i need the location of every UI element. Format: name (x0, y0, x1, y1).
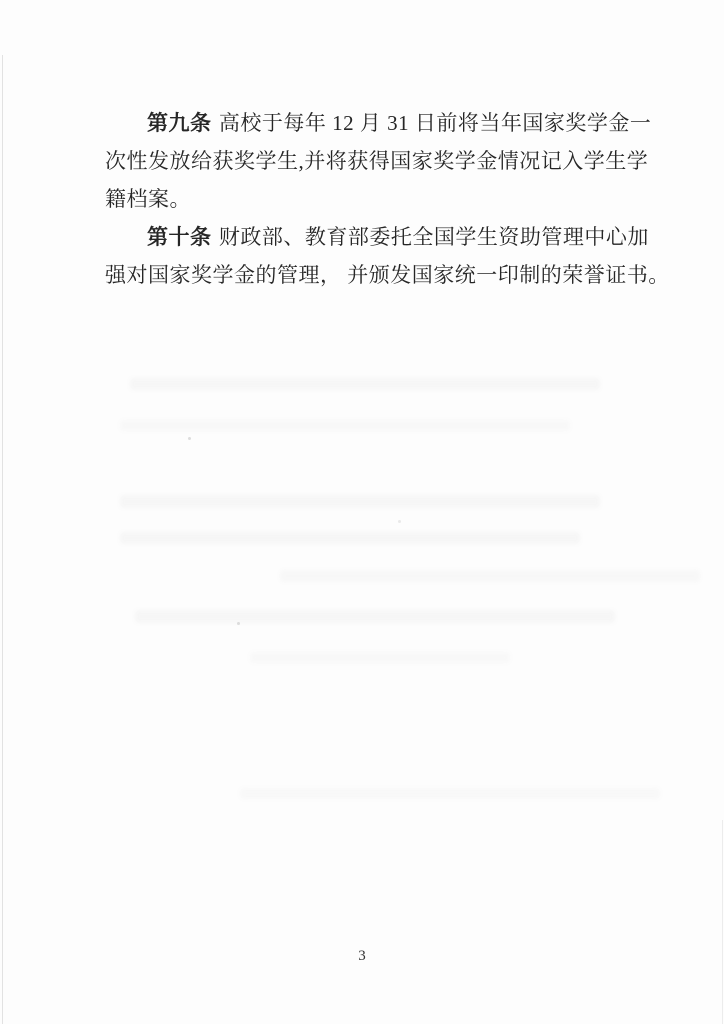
bleed-through-artifact (120, 532, 580, 544)
paragraph-line (105, 142, 649, 180)
article-number-bold: 第十条 (147, 225, 212, 249)
bleed-through-artifact (135, 610, 615, 623)
scan-speck (188, 437, 191, 440)
scan-speck (398, 520, 401, 523)
line-text: 次性发放给获奖学生,并将获得国家奖学金情况记入学生学 (105, 149, 649, 173)
document-text-block (105, 104, 670, 294)
bleed-through-artifact (250, 652, 510, 663)
paragraph-line (105, 180, 620, 218)
paragraph-line (105, 256, 670, 294)
bleed-through-artifact (130, 378, 600, 390)
bleed-through-artifact (240, 788, 660, 799)
line-text: 籍档案。 (105, 187, 191, 211)
scan-speck (237, 622, 240, 625)
bleed-through-artifact (280, 570, 700, 582)
scan-edge-line-right (722, 820, 723, 1024)
paragraph-line (105, 104, 652, 142)
page-number: 3 (358, 948, 366, 964)
line-text: 高校于每年 12 月 31 日前将当年国家奖学金一 (218, 111, 652, 135)
paragraph-line (105, 218, 649, 256)
bleed-through-artifact (120, 495, 600, 508)
line-text: 财政部、教育部委托全国学生资助管理中心加 (218, 225, 649, 249)
bleed-through-artifact (120, 420, 570, 431)
article-number-bold: 第九条 (147, 111, 212, 135)
scan-edge-line-left (2, 55, 3, 1024)
line-text: 强对国家奖学金的管理， 并颁发国家统一印制的荣誉证书。 (105, 263, 670, 287)
